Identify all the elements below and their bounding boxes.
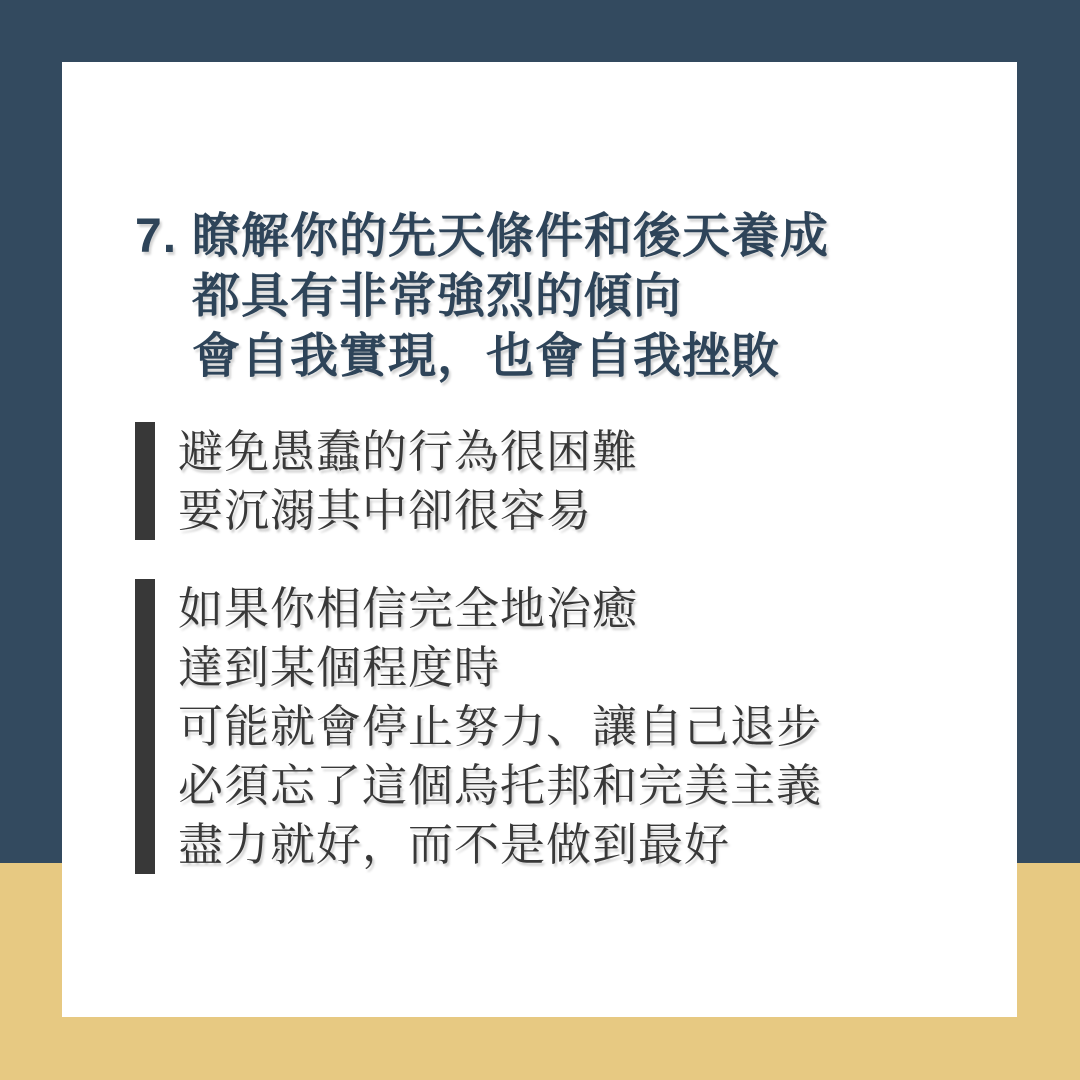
quote-block-2 bbox=[135, 579, 822, 874]
quote-line: 必須忘了這個烏托邦和完美主義 bbox=[178, 760, 823, 811]
content-card bbox=[62, 62, 1017, 1017]
quote-line: 避免愚蠢的行為很困難 bbox=[178, 426, 639, 477]
page-title bbox=[135, 207, 829, 387]
quote-text bbox=[155, 579, 822, 874]
title-line: 會自我實現，也會自我挫敗 bbox=[192, 330, 781, 383]
quote-line: 要沉溺其中卻很容易 bbox=[178, 485, 593, 536]
title-lines bbox=[192, 207, 829, 387]
title-number: 7. bbox=[135, 210, 178, 263]
quote-text bbox=[155, 422, 638, 540]
quote-bar bbox=[135, 579, 155, 874]
quote-bar bbox=[135, 422, 155, 540]
quote-line: 可能就會停止努力、讓自己退步 bbox=[178, 701, 823, 752]
title-line: 瞭解你的先天條件和後天養成 bbox=[192, 210, 830, 263]
quote-line: 達到某個程度時 bbox=[178, 642, 501, 693]
quote-block-1 bbox=[135, 422, 638, 540]
quote-line: 盡力就好，而不是做到最好 bbox=[178, 819, 731, 870]
title-line: 都具有非常強烈的傾向 bbox=[192, 270, 683, 323]
quote-line: 如果你相信完全地治癒 bbox=[178, 583, 639, 634]
